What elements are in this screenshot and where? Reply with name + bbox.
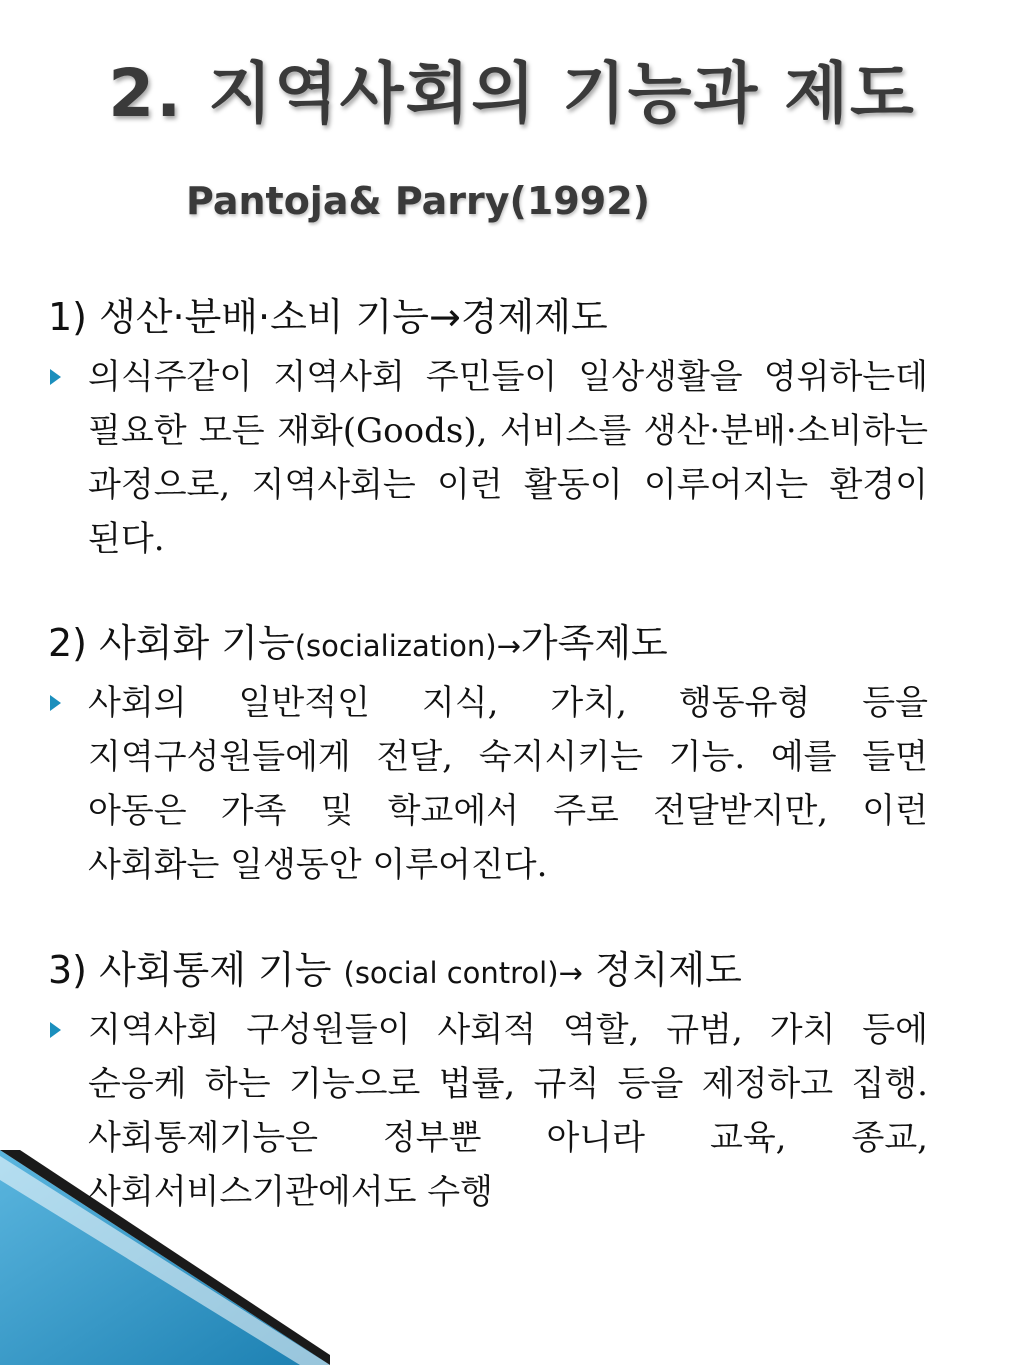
- bullet-item: [48, 676, 978, 892]
- heading-tail: 정치제도: [582, 948, 742, 992]
- page-subtitle: Pantoja& Parry(1992): [186, 179, 651, 223]
- triangle-right-icon: [50, 1022, 61, 1038]
- bullet-item: [48, 350, 978, 566]
- section-heading: [48, 287, 978, 350]
- triangle-right-icon: [50, 369, 61, 385]
- section-heading: [48, 613, 978, 676]
- heading-sub: (socialization)→: [294, 629, 521, 663]
- section-heading: [48, 940, 978, 1003]
- heading-main: 1) 생산·분배·소비 기능→경제제도: [48, 295, 608, 339]
- bullet-text: 사회의 일반적인 지식, 가치, 행동유형 등을 지역구성원들에게 전달, 숙지시키는 기능. 예를 들면 아동은 가족 및 학교에서 주로 전달받지만, 이런 사회화는 일생동안 이루어진다.: [88, 683, 928, 885]
- section-social-control: [48, 940, 978, 1219]
- section-economic: [48, 287, 978, 566]
- section-socialization: [48, 613, 978, 892]
- bullet-item: [48, 1003, 978, 1219]
- triangle-right-icon: [50, 695, 61, 711]
- heading-sub: (social control)→: [343, 956, 583, 990]
- heading-tail: 가족제도: [520, 621, 668, 665]
- bullet-text: 지역사회 구성원들이 사회적 역할, 규범, 가치 등에 순응케 하는 기능으로 법률, 규칙 등을 제정하고 집행. 사회통제기능은 정부뿐 아니라 교육, 종교, 사회서비스기관에서도 수행: [88, 1010, 928, 1212]
- heading-main: 3) 사회통제 기능: [48, 948, 344, 992]
- bullet-text: 의식주같이 지역사회 주민들이 일상생활을 영위하는데 필요한 모든 재화(Goods), 서비스를 생산·분배·소비하는 과정으로, 지역사회는 이런 활동이 이루어지는 환경이 된다.: [88, 357, 928, 559]
- page-title: 2. 지역사회의 기능과 제도: [108, 55, 916, 132]
- heading-main: 2) 사회화 기능: [48, 621, 295, 665]
